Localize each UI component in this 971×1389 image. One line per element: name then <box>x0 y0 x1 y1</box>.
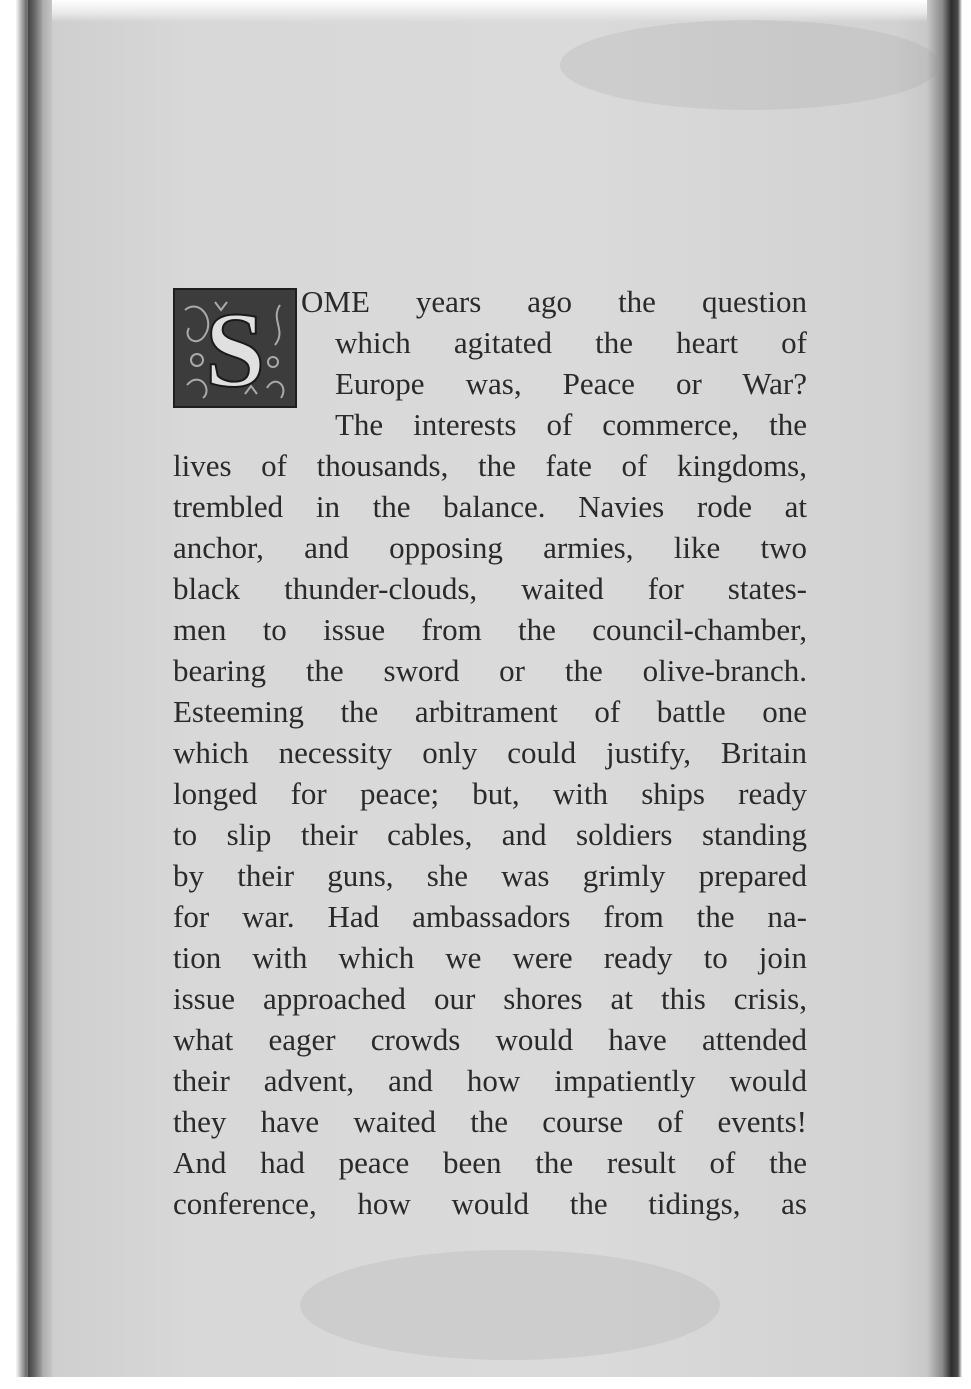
text-line: The interests of commerce, the <box>335 407 807 442</box>
text-line: for war. Had ambassadors from the na- <box>173 899 807 934</box>
text-line: which necessity only could justify, Britain <box>173 735 807 770</box>
paper-stain <box>560 20 940 110</box>
text-line: lives of thousands, the fate of kingdoms, <box>173 448 807 483</box>
text-line: what eager crowds would have attended <box>173 1022 807 1057</box>
text-line: tion with which we were ready to join <box>173 940 807 975</box>
text-line: issue approached our shores at this crisis, <box>173 981 807 1016</box>
text-line: anchor, and opposing armies, like two <box>173 530 807 565</box>
spine-shadow <box>28 0 42 1389</box>
body-text <box>173 281 807 1224</box>
text-line: conference, how would the tidings, as <box>173 1186 807 1221</box>
text-line: by their guns, she was grimly prepared <box>173 858 807 893</box>
text-line: And had peace been the result of the <box>173 1145 807 1180</box>
text-line: black thunder-clouds, waited for states- <box>173 571 807 606</box>
text-line: bearing the sword or the olive-branch. <box>173 653 807 688</box>
text-line: Europe was, Peace or War? <box>335 366 807 401</box>
text-line: men to issue from the council-chamber, <box>173 612 807 647</box>
text-line: OME years ago the question <box>301 284 807 319</box>
text-line: trembled in the balance. Navies rode at <box>173 489 807 524</box>
page-edge-right <box>927 0 971 1389</box>
text-line: longed for peace; but, with ships ready <box>173 776 807 811</box>
text-line: to slip their cables, and soldiers standing <box>173 817 807 852</box>
page-bottom-edge <box>0 1377 971 1389</box>
paper-stain <box>300 1250 720 1360</box>
text-line: they have waited the course of events! <box>173 1104 807 1139</box>
book-spine-left <box>0 0 52 1389</box>
text-line: their advent, and how impatiently would <box>173 1063 807 1098</box>
svg-text:S: S <box>204 291 266 406</box>
text-line: which agitated the heart of <box>335 325 807 360</box>
page-top-edge <box>0 0 971 22</box>
text-line: Esteeming the arbitrament of battle one <box>173 694 807 729</box>
